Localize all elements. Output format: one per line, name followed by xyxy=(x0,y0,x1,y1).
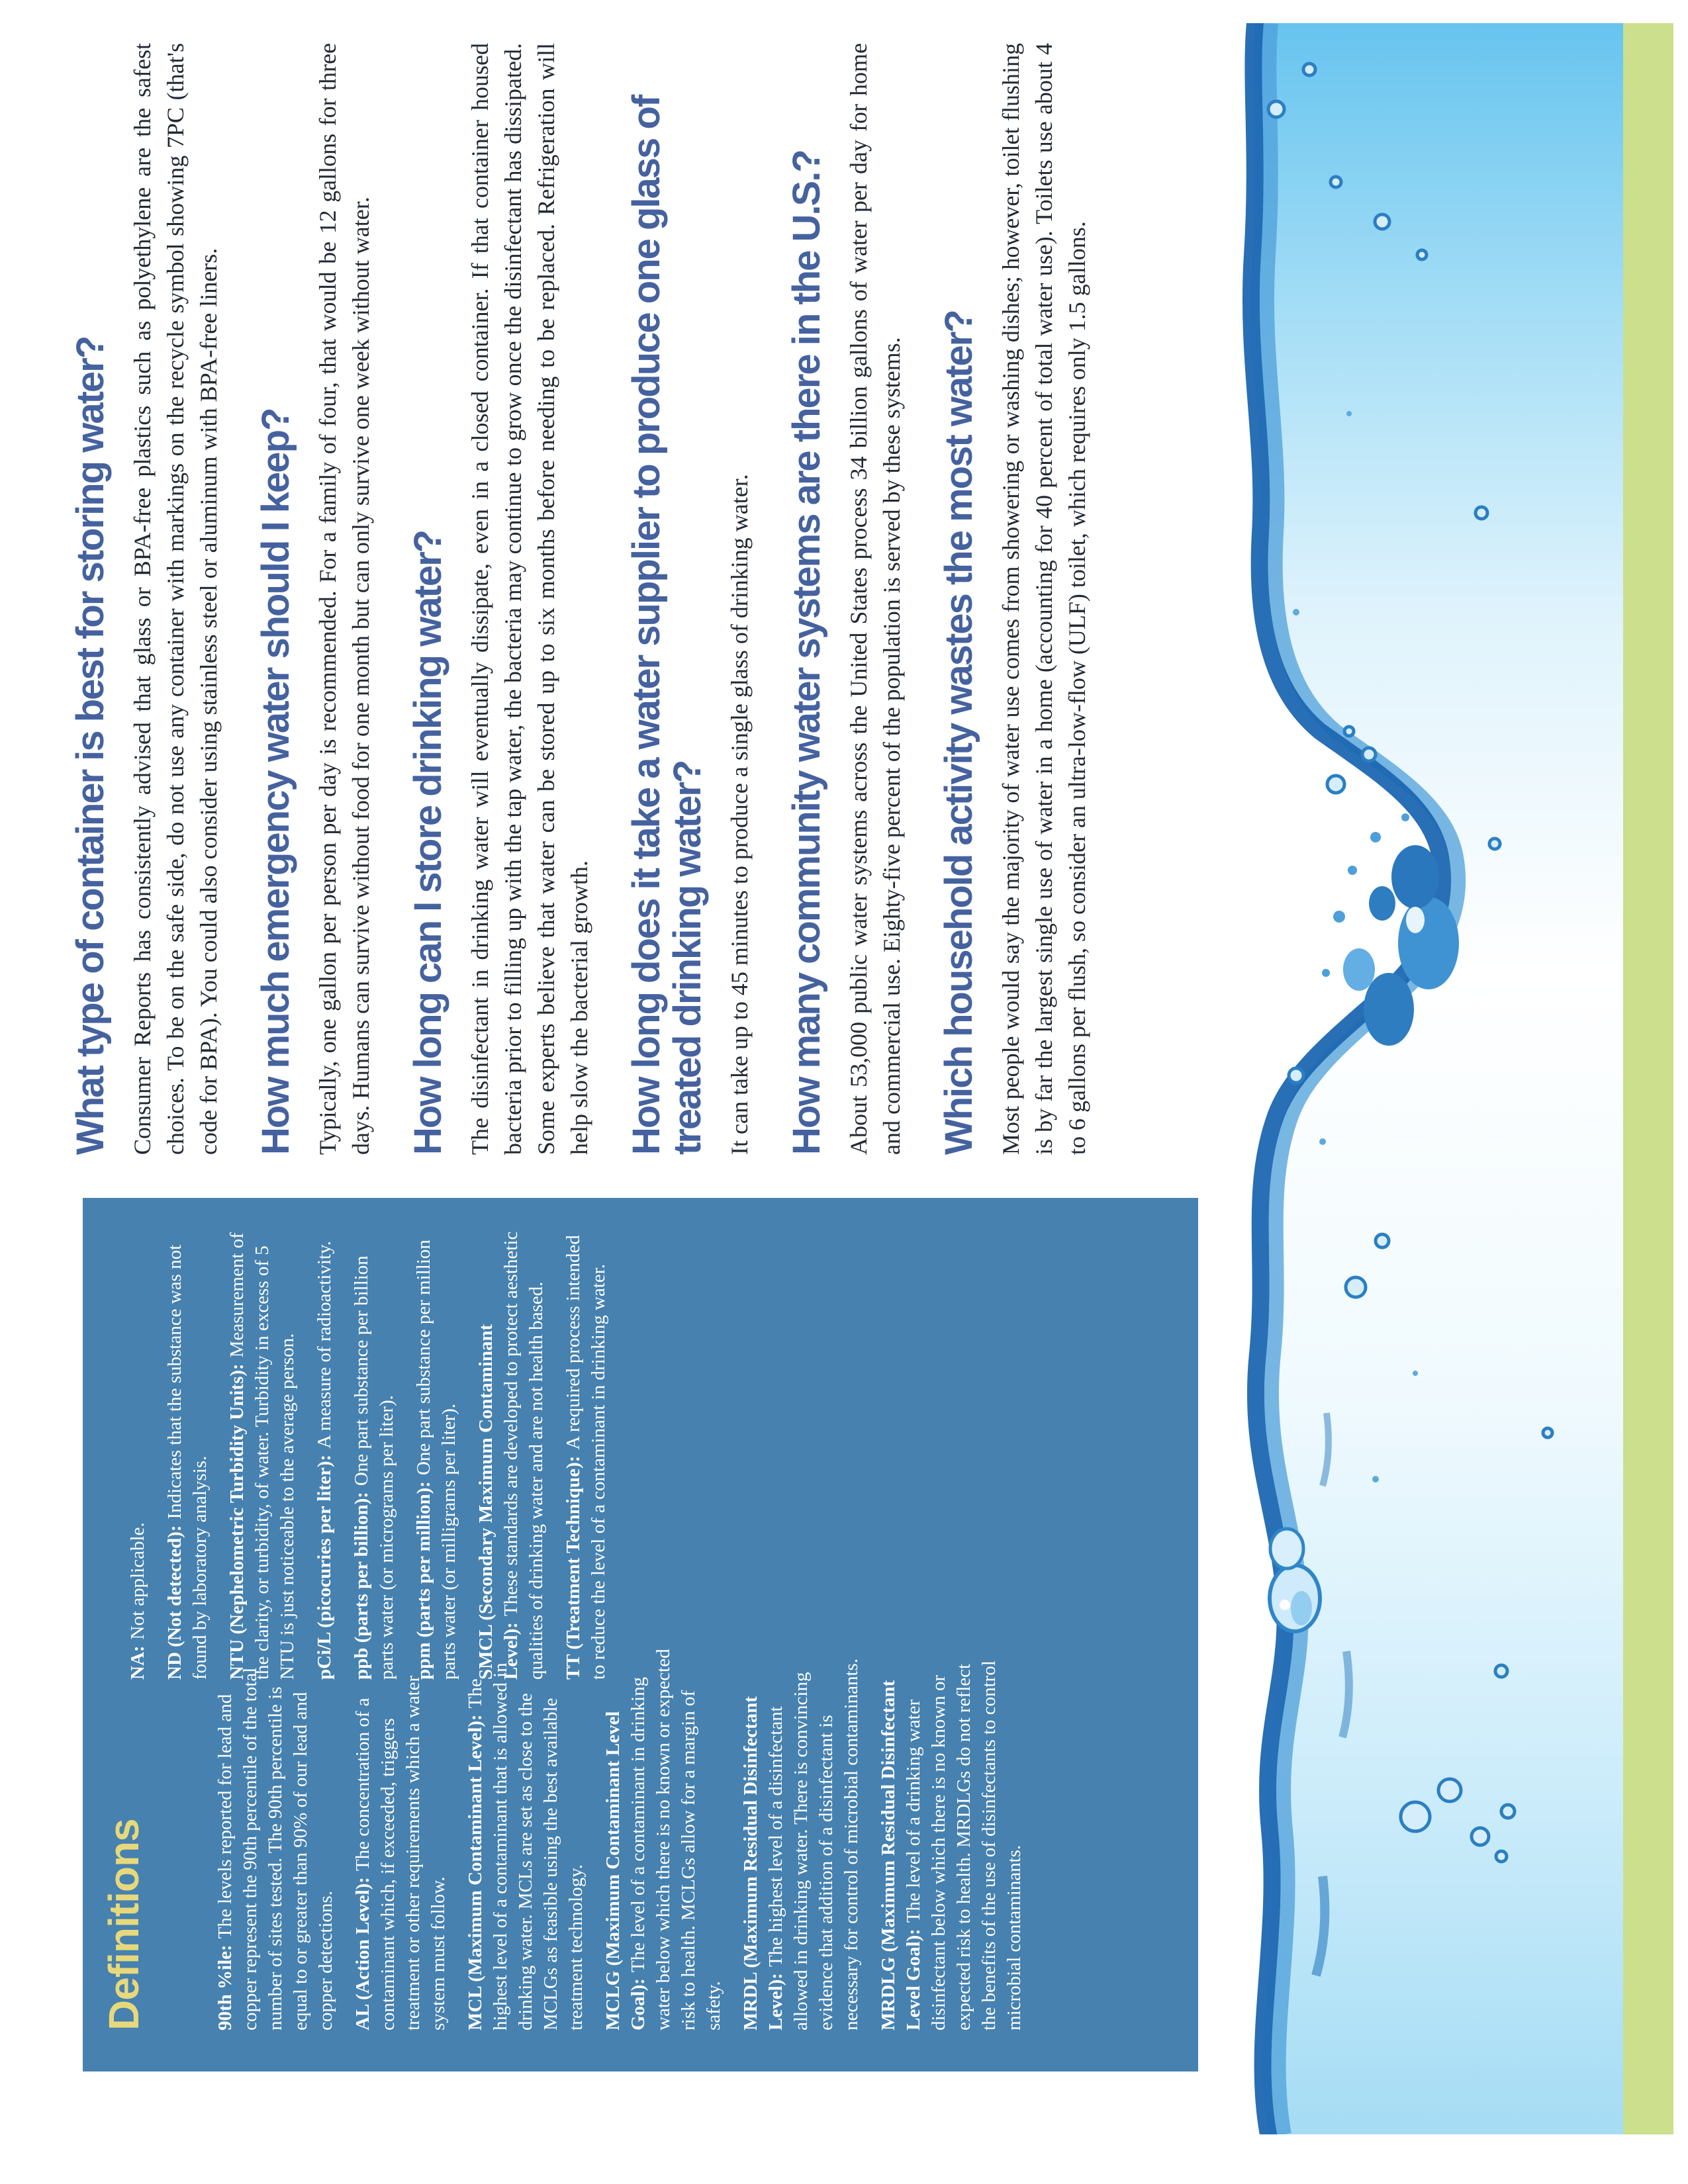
qa-section-emergency-water xyxy=(256,43,377,1155)
definition-term: ND (Not detected): xyxy=(164,1525,185,1680)
definition-term: NTU (Nephelometric Turbidity Units): xyxy=(226,1363,248,1680)
qa-body: About 53,000 public water systems across the United States process 34 billion gallons of water per day for home and commercial use. Eighty-five percent of the population is served by these systems. xyxy=(845,43,905,1155)
green-accent-strip xyxy=(1623,23,1673,2134)
definition-term: AL (Action Level): xyxy=(352,1877,373,2030)
qa-body: The disinfectant in drinking water will eventually dissipate, even in a closed container. If that container housed bacteria prior to filling up with the tap water, the bacteria may continue to grow once the disinfectant has dissipated. Some experts believe that water can be stored up to six months before needing to be replaced. Refrigeration will help slow the bacterial growth. xyxy=(467,43,592,1155)
definition-entry-pcil xyxy=(312,1216,337,1680)
definition-text: The highest level of a contaminant that is allowed in drinking water. MCLs are set as close to the MCLGs as feasible using the best available treatment technology. xyxy=(465,1662,586,2030)
definition-term: MRDLG (Maximum Residual Disinfectant Level Goal): xyxy=(878,1680,924,2030)
definition-entry-tt xyxy=(561,1216,611,1680)
definition-text: One part substance per billion parts water (or micrograms per liter). xyxy=(351,1255,397,1680)
qa-section-store-drinking-water xyxy=(408,43,596,1155)
qa-heading: How much emergency water should I keep? xyxy=(254,408,297,1155)
definition-term: MCLG (Maximum Contaminant Level Goal): xyxy=(602,1711,649,2030)
definition-text: Measurement of the clarity, or turbidity, of water. Turbidity in excess of 5 NTU is just noticeable to the average person. xyxy=(226,1232,298,1680)
qa-heading: Which household activity wastes the most water? xyxy=(937,310,980,1155)
definition-entry-mrdlg xyxy=(876,1647,1027,2030)
definition-entry-ntu xyxy=(224,1216,300,1680)
qa-section-household-activity xyxy=(939,43,1094,1155)
definition-entry-na xyxy=(125,1216,150,1680)
definition-entry-nd xyxy=(162,1216,212,1680)
definition-term: MCL (Maximum Contaminant Level): xyxy=(465,1714,486,2030)
definition-text: The concentration of a contaminant which, if exceeded, triggers treatment or other requirements which a water system must follow. xyxy=(352,1675,449,2030)
definition-text: A required process intended to reduce the level of a contaminant in drinking water. xyxy=(563,1235,609,1680)
definition-entry-mrdl xyxy=(738,1647,864,2030)
definition-text: Not applicable. xyxy=(127,1522,148,1640)
definition-term: pCi/L (picocuries per liter): xyxy=(314,1454,335,1680)
definitions-column-left xyxy=(212,1647,1039,2030)
qa-section-community-water-systems xyxy=(786,43,908,1155)
qa-heading: How long can I store drinking water? xyxy=(406,530,449,1155)
definition-entry-ppm xyxy=(411,1216,461,1680)
definition-term: NA: xyxy=(127,1645,148,1680)
qa-body: Consumer Reports has consistently advised that glass or BPA-free plastics such as polyethylene are the safest choices. To be on the safe side, do not use any container with markings on the recycle symbol showing 7PC (that's code for BPA). You could also consider using stainless steel or aluminum with BPA-free liners. xyxy=(129,43,222,1155)
definitions-column-right xyxy=(125,1216,623,1680)
definition-term: 90th %ile: xyxy=(214,1944,236,2030)
definitions-box xyxy=(83,1198,1198,2071)
qa-body: Most people would say the majority of water use comes from showering or washing dishes; however, toilet flushing is by far the largest single use of water in a home (accounting for 40 percent of total water use). Toilets use about 4 to 6 gallons per flush, so consider an ultra-low-flow (ULF) toilet, which requires only 1.5 gallons. xyxy=(998,43,1090,1155)
definition-text: The highest level of a disinfectant allowed in drinking water. There is convincing evidence that addition of a disinfectant is necessary for control of microbial contaminants. xyxy=(765,1658,862,2030)
definition-text: The level of a contaminant in drinking water below which there is no known or expected risk to health. MCLGs allow for a margin of safety. xyxy=(628,1649,724,2030)
definition-entry-90th-percentile xyxy=(212,1647,338,2030)
water-surface-illustration xyxy=(1217,23,1623,2134)
definition-term: TT (Treatment Technique): xyxy=(563,1455,584,1680)
definition-text: The levels reported for lead and copper represent the 90th percentile of the total number of sites tested. The 90th percentile is equal to or greater than 90% of our lead and copper detections. xyxy=(214,1667,336,2030)
definition-entry-al xyxy=(350,1647,451,2030)
definition-term: SMCL (Secondary Maximum Contaminant Level): xyxy=(475,1324,522,1680)
definition-entry-smcl xyxy=(473,1216,549,1680)
water-photo xyxy=(1217,23,1623,2134)
definition-text: A measure of radioactivity. xyxy=(314,1241,335,1449)
definition-entry-mclg xyxy=(600,1647,726,2030)
qa-column xyxy=(70,43,1124,1155)
definition-text: Indicates that the substance was not found by laboratory analysis. xyxy=(164,1244,211,1680)
qa-section-storing-water xyxy=(70,43,225,1155)
definition-entry-mcl xyxy=(463,1647,588,2030)
definition-text: One part substance per million parts water (or milligrams per liter). xyxy=(413,1240,459,1680)
definition-text: These standards are developed to protect aesthetic qualities of drinking water and are not health based. xyxy=(500,1231,547,1680)
definition-term: ppb (parts per billion): xyxy=(351,1492,372,1680)
definition-entry-ppb xyxy=(349,1216,399,1680)
qa-heading: What type of container is best for storing water? xyxy=(69,336,112,1155)
qa-body: Typically, one gallon per person per day is recommended. For a family of four, that would be 12 gallons for three days. Humans can survive without food for one month but can only survive one week without water. xyxy=(314,43,374,1155)
definition-text: The level of a drinking water disinfectant below which there is no known or expected risk to health. MRDLGs do not reflect the benefits of the use of disinfectants to control microbial contaminants. xyxy=(903,1661,1025,2030)
definitions-title: Definitions xyxy=(100,1819,148,2030)
definition-term: MRDL (Maximum Residual Disinfectant Level): xyxy=(740,1696,786,2030)
qa-section-produce-one-glass xyxy=(626,43,756,1155)
qa-heading: How many community water systems are there in the U.S.? xyxy=(785,150,828,1155)
definition-term: ppm (parts per million): xyxy=(413,1481,434,1680)
qa-heading: How long does it take a water supplier to produce one glass of treated drinking water? xyxy=(625,95,709,1155)
qa-body: It can take up to 45 minutes to produce a single glass of drinking water. xyxy=(726,474,753,1155)
